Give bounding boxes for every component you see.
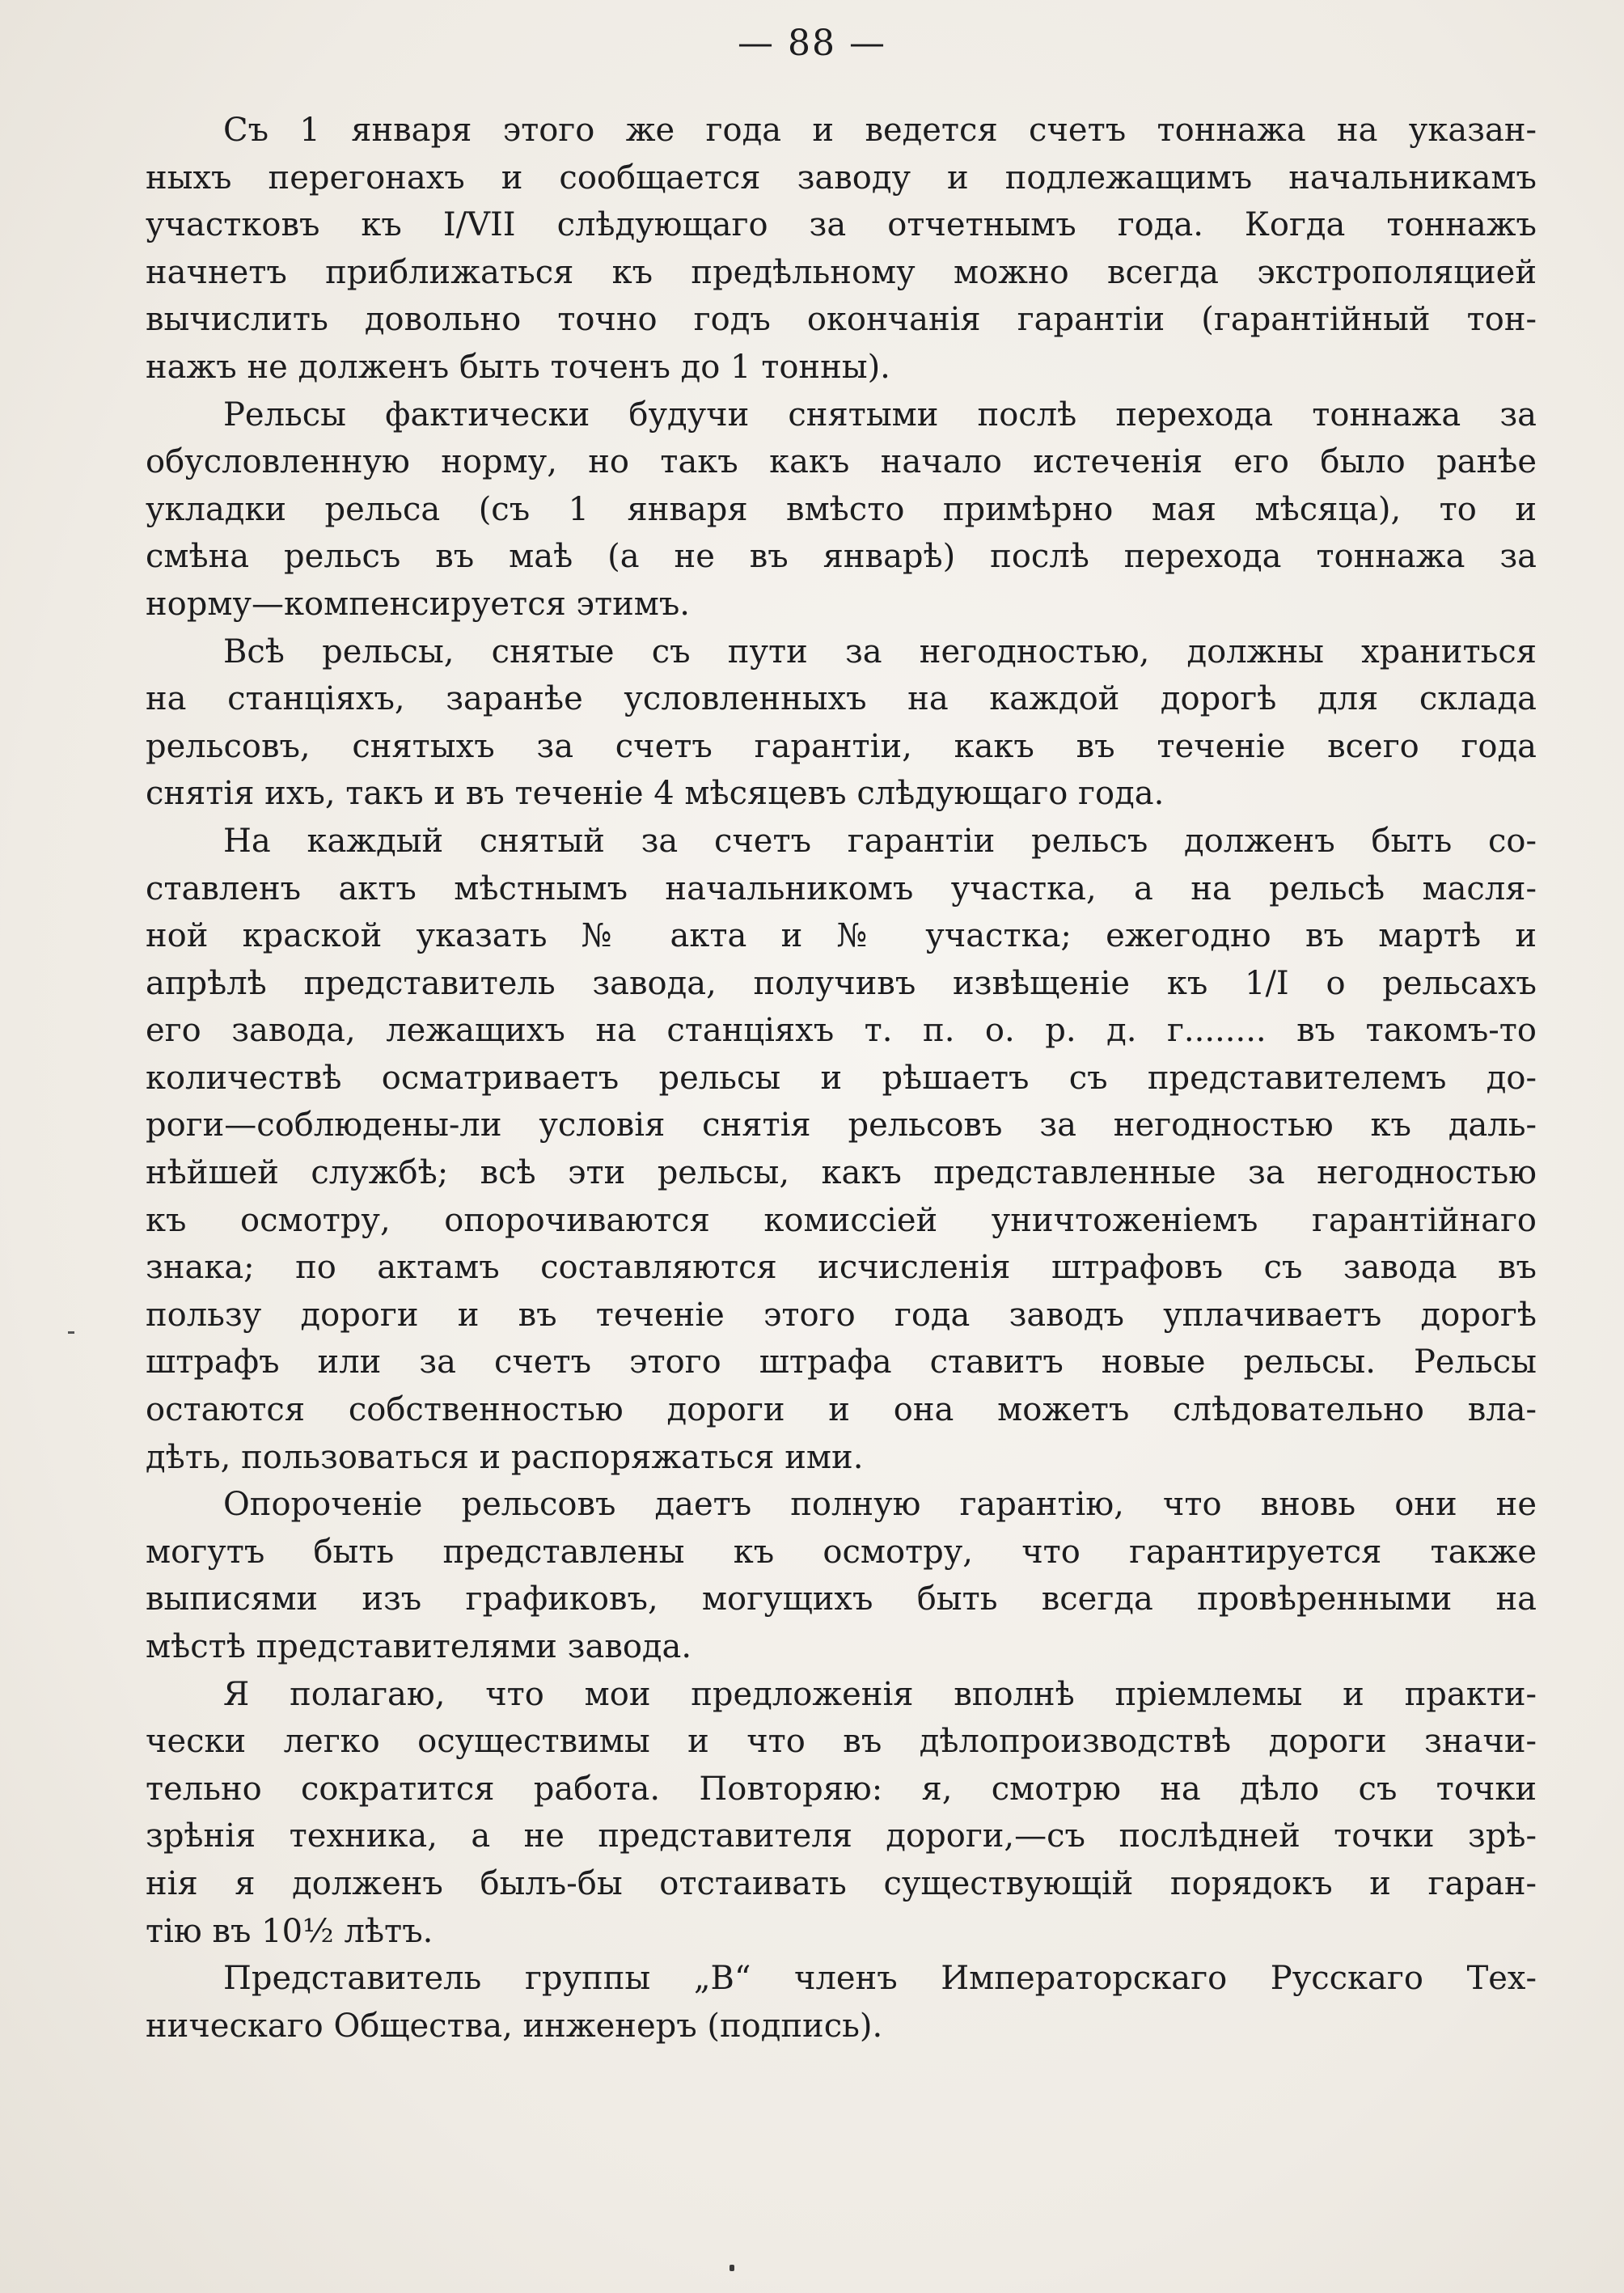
- text-line: нія я долженъ былъ-бы отстаивать существующій порядокъ и гаран-: [146, 1864, 1537, 1902]
- text-line: апрѣлѣ представитель завода, получивъ извѣщеніе къ 1/I о рельсахъ: [146, 964, 1537, 1002]
- text-line: начнетъ приближаться къ предѣльному можно всегда экстрополяцией: [146, 253, 1537, 291]
- text-line: мѣстѣ представителями завода.: [146, 1628, 692, 1665]
- text-line: остаются собственностью дороги и она можетъ слѣдовательно вла-: [146, 1391, 1537, 1429]
- text-line: норму—компенсируется этимъ.: [146, 585, 691, 623]
- text-line: нѣйшей службѣ; всѣ эти рельсы, какъ представленные за негодностью: [146, 1154, 1537, 1192]
- text-line: обусловленную норму, но такъ какъ начало истеченія его было ранѣе: [146, 443, 1537, 481]
- text-line: Представитель группы „В“ членъ Императорскаго Русскаго Тех-: [223, 1960, 1537, 1998]
- paragraph-1: [146, 107, 1537, 391]
- text-line: ставленъ актъ мѣстнымъ начальникомъ участка, а на рельсѣ масля-: [146, 869, 1537, 907]
- text-line: вычислить довольно точно годъ окончанія гарантіи (гарантійный тон-: [146, 301, 1537, 339]
- text-line: знака; по актамъ составляются исчисленія штрафовъ съ завода въ: [146, 1249, 1537, 1287]
- text-line: выписями изъ графиковъ, могущихъ быть всегда провѣренными на: [146, 1580, 1537, 1618]
- text-line: ной краской указать № акта и № участка; ежегодно въ мартѣ и: [146, 917, 1537, 955]
- text-line: на станціяхъ, заранѣе условленныхъ на каждой дорогѣ для склада: [146, 680, 1537, 718]
- text-line: нажъ не долженъ быть точенъ до 1 тонны).: [146, 348, 890, 386]
- text-line: его завода, лежащихъ на станціяхъ т. п. о. р. д. г........ въ такомъ-то: [146, 1012, 1537, 1050]
- text-line: На каждый снятый за счетъ гарантіи рельсъ долженъ быть со-: [223, 822, 1537, 860]
- text-line: тельно сократится работа. Повторяю: я, смотрю на дѣло съ точки: [146, 1770, 1537, 1808]
- text-line: смѣна рельсъ въ маѣ (а не въ январѣ) послѣ перехода тоннажа за: [146, 538, 1537, 576]
- text-line: тію въ 10½ лѣтъ.: [146, 1912, 433, 1950]
- text-line: чески легко осуществимы и что въ дѣлопроизводствѣ дороги значи-: [146, 1723, 1537, 1761]
- paragraph-2: [146, 391, 1537, 628]
- text-line: штрафъ или за счетъ этого штрафа ставитъ новые рельсы. Рельсы: [146, 1343, 1537, 1381]
- text-line: къ осмотру, опорочиваются комиссіей уничтоженіемъ гарантійнаго: [146, 1201, 1537, 1239]
- text-line: зрѣнія техника, а не представителя дороги,—съ послѣдней точки зрѣ-: [146, 1817, 1537, 1855]
- text-line: ническаго Общества, инженеръ (подпись).: [146, 2007, 883, 2045]
- paragraph-6: [146, 1671, 1537, 1956]
- text-line: Всѣ рельсы, снятые съ пути за негодностью, должны храниться: [223, 632, 1537, 671]
- paragraph-5: [146, 1481, 1537, 1670]
- text-line: количествѣ осматриваетъ рельсы и рѣшаетъ съ представителемъ до-: [146, 1059, 1537, 1097]
- page-body-text: [146, 107, 1537, 2050]
- page-number: — 88 —: [738, 23, 886, 64]
- paragraph-3: [146, 628, 1537, 818]
- paragraph-4: [146, 818, 1537, 1481]
- text-line: Я полагаю, что мои предложенія вполнѣ пріемлемы и практи-: [223, 1675, 1537, 1713]
- text-line: ныхъ перегонахъ и сообщается заводу и подлежащимъ начальникамъ: [146, 159, 1537, 197]
- signature-paragraph: [146, 1955, 1537, 2050]
- text-line: Рельсы фактически будучи снятыми послѣ перехода тоннажа за: [223, 396, 1537, 434]
- text-line: роги—соблюдены-ли условія снятія рельсовъ за негодностью къ даль-: [146, 1106, 1537, 1144]
- text-line: участковъ къ I/VII слѣдующаго за отчетнымъ года. Когда тоннажъ: [146, 206, 1537, 244]
- text-line: могутъ быть представлены къ осмотру, что гарантируется также: [146, 1533, 1537, 1571]
- text-line: снятія ихъ, такъ и въ теченіе 4 мѣсяцевъ слѣдующаго года.: [146, 775, 1165, 813]
- print-speck: [68, 1331, 74, 1334]
- text-line: пользу дороги и въ теченіе этого года заводъ уплачиваетъ дорогѣ: [146, 1296, 1537, 1334]
- text-line: Съ 1 января этого же года и ведется счетъ тоннажа на указан-: [223, 112, 1537, 149]
- text-line: рельсовъ, снятыхъ за счетъ гарантіи, какъ въ теченіе всего года: [146, 727, 1537, 765]
- print-mark: [730, 2265, 734, 2271]
- text-line: дѣть, пользоваться и распоряжаться ими.: [146, 1438, 864, 1476]
- text-line: Опороченіе рельсовъ даетъ полную гарантію, что вновь они не: [223, 1486, 1537, 1524]
- text-line: укладки рельса (съ 1 января вмѣсто примѣрно мая мѣсяца), то и: [146, 490, 1537, 528]
